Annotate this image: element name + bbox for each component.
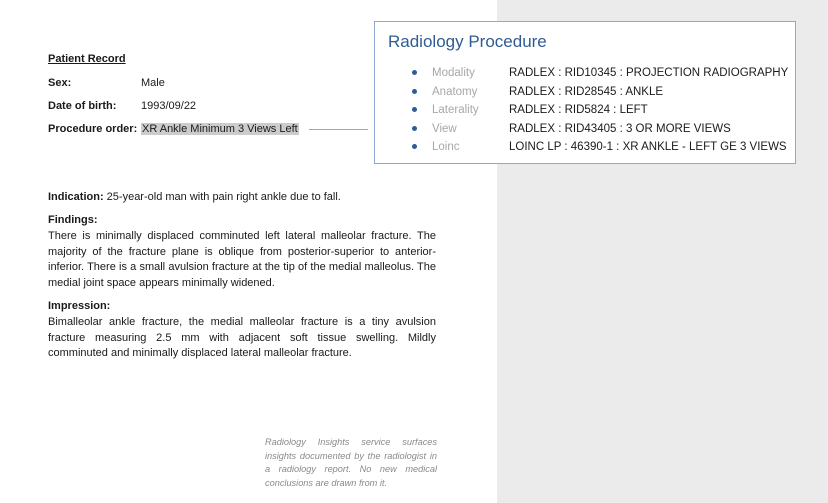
item-value: RADLEX : RID5824 : LEFT xyxy=(509,104,648,116)
bullet-icon xyxy=(412,70,417,75)
item-key: View xyxy=(432,122,457,135)
procedure-order-value[interactable]: XR Ankle Minimum 3 Views Left xyxy=(142,123,298,135)
item-key: Anatomy xyxy=(432,85,478,98)
dob-value: 1993/09/22 xyxy=(141,100,197,112)
sex-value: Male xyxy=(141,77,165,89)
item-key: Modality xyxy=(432,67,475,79)
findings-label: Findings: xyxy=(48,214,98,226)
panel-title: Radiology Procedure xyxy=(388,32,547,51)
indication-paragraph xyxy=(48,190,436,206)
item-value: RADLEX : RID43405 : 3 OR MORE VIEWS xyxy=(509,122,731,135)
item-value: RADLEX : RID10345 : PROJECTION RADIOGRAPHY xyxy=(509,67,789,79)
impression-label: Impression: xyxy=(48,300,111,312)
bullet-icon xyxy=(412,126,417,131)
connector-line xyxy=(309,129,368,130)
impression-text: Bimalleolar ankle fracture, the medial malleolar fracture is a tiny avulsion fracture measuring 2.5 mm with adjacent soft tissue swelling. Mildly comminuted and minimally displaced lateral malleolar fracture. xyxy=(48,316,436,360)
radiology-procedure-panel xyxy=(374,21,796,164)
sex-label: Sex: xyxy=(48,77,72,89)
disclaimer-footer: Radiology Insights service surfaces insights documented by the radiologist in a radiology report. No new medical conclusions are drawn from it. xyxy=(265,437,437,488)
item-value: LOINC LP : 46390-1 : XR ANKLE - LEFT GE 3 VIEWS xyxy=(509,141,787,153)
indication-label: Indication: xyxy=(48,191,104,203)
bullet-icon xyxy=(412,89,417,94)
item-key: Loinc xyxy=(432,141,460,153)
findings-text: There is minimally displaced comminuted left lateral malleolar fracture. The majority of the fracture plane is oblique from posterior-superior to anterior-inferior. There is a small avulsion fracture at the tip of the medial malleolus. The medial joint space appears minimally widened. xyxy=(48,230,436,289)
indication-text: 25-year-old man with pain right ankle due to fall. xyxy=(106,191,341,203)
patient-record-heading: Patient Record xyxy=(48,53,126,65)
dob-label: Date of birth: xyxy=(48,100,117,112)
item-key: Laterality xyxy=(432,104,479,116)
bullet-icon xyxy=(412,144,417,149)
item-value: RADLEX : RID28545 : ANKLE xyxy=(509,85,664,98)
bullet-icon xyxy=(412,107,417,112)
procedure-order-label: Procedure order: xyxy=(48,123,138,135)
